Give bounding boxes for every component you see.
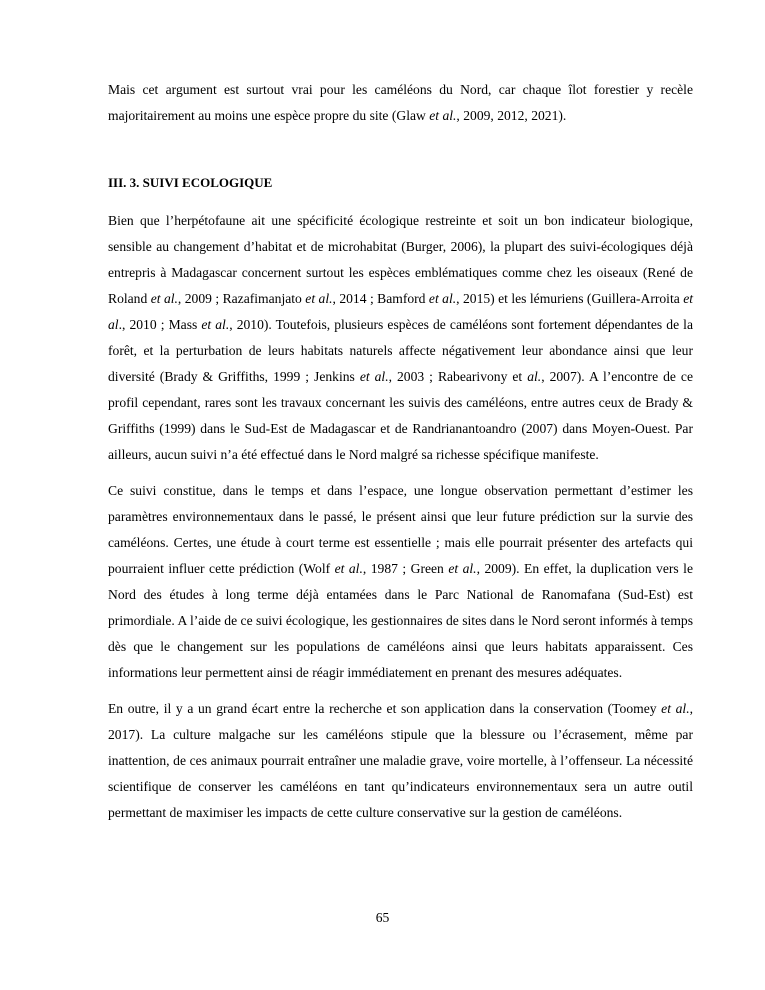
paragraph-monitoring: Ce suivi constitue, dans le temps et dans l’espace, une longue observation permettant d’estimer les paramètres environnementaux dans le passé, le présent ainsi que leur future prédiction sur la survie des caméléons. Certes, une étude à court terme est essentielle ; mais elle pourrait présenter des artefacts qui pourraient influer cette prédiction (Wolf et al., 1987 ; Green et al., 2009). En effet, la duplication vers le Nord des études à long terme déjà entamées dans le Parc National de Ranomafana (Sud-Est) est primordiale. A l’aide de ce suivi écologique, les gestionnaires de sites dans le Nord seront informés à temps dès que le changement sur les populations de caméléons ainsi que leurs habitats apparaissent. Ces informations leur permettent ainsi de réagir immédiatement en prenant des mesures adéquates.	[108, 483, 693, 680]
intro-paragraph: Mais cet argument est surtout vrai pour les caméléons du Nord, car chaque îlot forestier y recèle majoritairement au moins une espèce propre du site (Glaw et al., 2009, 2012, 2021).	[108, 82, 693, 123]
italic-citation: et al.	[428, 291, 457, 306]
italic-citation: al.	[527, 369, 542, 384]
paragraph-herpetofauna: Bien que l’herpétofaune ait une spécificité écologique restreinte et soit un bon indicateur biologique, sensible au changement d’habitat et de microhabitat (Burger, 2006), la plupart des suivi-écologiques déjà entrepris à Madagascar concernent surtout les espèces emblématiques comme chez les oiseaux (René de Roland et al., 2009 ; Razafimanjato et al., 2014 ; Bamford et al., 2015) et les lémuriens (Guillera-Arroita et al., 2010 ; Mass et al., 2010). Toutefois, plusieurs espèces de caméléons sont fortement dépendantes de la forêt, et la perturbation de leurs habitats naturels affecte négativement leur abondance ainsi que leur diversité (Brady & Griffiths, 1999 ; Jenkins et al., 2003 ; Rabearivony et al., 2007). A l’encontre de ce profil cependant, rares sont les travaux concernant les suivis des caméléons, entre autres ceux de Brady & Griffiths (1999) dans le Sud-Est de Madagascar et de Randrianantoandro (2007) dans Moyen-Ouest. Par ailleurs, aucun suivi n’a été effectué dans le Nord malgré sa richesse spécifique manifeste.	[108, 213, 694, 462]
italic-citation: et al	[108, 291, 694, 332]
italic-citation: et al.	[201, 317, 230, 332]
paragraph-conservation: En outre, il y a un grand écart entre la recherche et son application dans la conservation (Toomey et al., 2017). La culture malgache sur les caméléons stipule que la blessure ou l’écrasement, même par inattention, de ces animaux pourrait entraîner une maladie grave, voire mortelle, à l’offenseur. La nécessité scientifique de conserver les caméléons en tant qu’indicateurs environnementaux sera un autre outil permettant de maximiser les impacts de cette culture conservative sur la gestion de caméléons.	[108, 701, 693, 820]
italic-citation: et al.	[305, 291, 333, 306]
document-page	[108, 77, 693, 836]
italic-citation: et al.	[429, 108, 457, 123]
italic-citation: et al.	[334, 561, 363, 576]
italic-citation: et al.	[150, 291, 178, 306]
italic-citation: et al.	[448, 561, 477, 576]
italic-citation: et al.	[661, 701, 690, 716]
italic-citation: et al.	[359, 369, 389, 384]
page-number: 65	[375, 910, 390, 925]
section-heading: III. 3. SUIVI ECOLOGIQUE	[108, 175, 273, 190]
